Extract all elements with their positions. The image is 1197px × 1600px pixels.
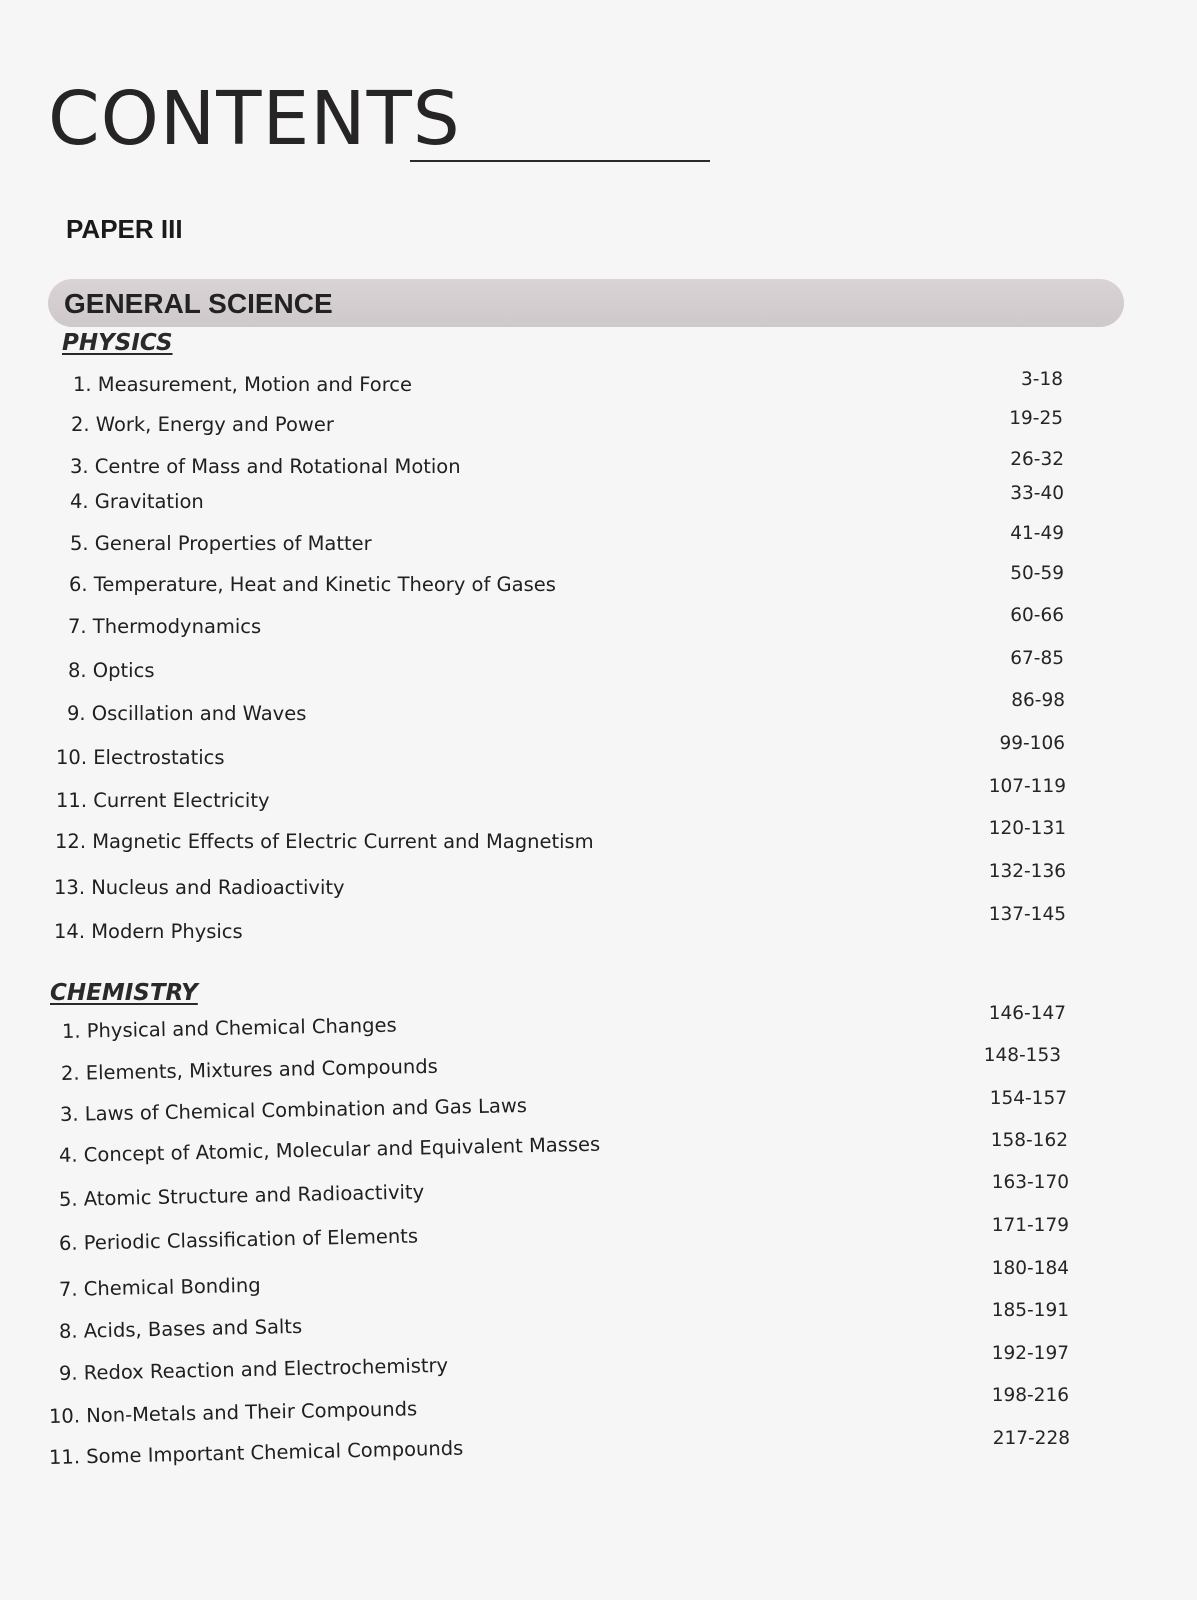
chemistry-entry-pages: 158-162 [990, 1130, 1068, 1151]
chemistry-entry-title: 8. Acids, Bases and Salts [58, 1314, 303, 1343]
physics-entry-title: 7. Thermodynamics [68, 615, 262, 638]
physics-entry-title: 1. Measurement, Motion and Force [73, 373, 413, 396]
physics-entry-title: 8. Optics [68, 659, 155, 682]
physics-entry-pages: 26-32 [1010, 449, 1064, 470]
title-underline [410, 160, 710, 162]
physics-entry-title: 11. Current Electricity [56, 789, 270, 812]
physics-entry-pages: 41-49 [1010, 523, 1064, 544]
chemistry-entry-pages: 148-153 [983, 1045, 1061, 1066]
physics-entry-title: 2. Work, Energy and Power [71, 413, 334, 436]
physics-entry-title: 4. Gravitation [70, 490, 204, 513]
chemistry-entry-pages: 185-191 [991, 1300, 1069, 1321]
chemistry-entry-title: 4. Concept of Atomic, Molecular and Equivalent Masses [58, 1132, 601, 1167]
chemistry-entry-title: 3. Laws of Chemical Combination and Gas Laws [59, 1094, 528, 1126]
chemistry-entry-title: 6. Periodic Classification of Elements [58, 1224, 419, 1255]
physics-entry-pages: 19-25 [1009, 408, 1063, 429]
physics-entry-pages: 3-18 [1021, 369, 1063, 390]
physics-entry-pages: 86-98 [1011, 690, 1065, 711]
chemistry-entry-pages: 146-147 [988, 1003, 1066, 1024]
physics-entry-title: 12. Magnetic Effects of Electric Current and Magnetism [55, 830, 594, 853]
chemistry-entry-title: 1. Physical and Chemical Changes [61, 1013, 397, 1043]
physics-entry-title: 6. Temperature, Heat and Kinetic Theory of Gases [69, 573, 556, 596]
chemistry-entry-pages: 198-216 [991, 1385, 1069, 1406]
chemistry-entry-title: 10. Non-Metals and Their Compounds [48, 1397, 418, 1428]
physics-heading: PHYSICS [62, 330, 173, 356]
physics-entry-pages: 50-59 [1010, 563, 1064, 584]
chemistry-entry-title: 5. Atomic Structure and Radioactivity [58, 1180, 425, 1211]
paper-label: PAPER III [66, 214, 183, 244]
physics-entry-pages: 99-106 [999, 733, 1065, 754]
chemistry-entry-title: 11. Some Important Chemical Compounds [48, 1436, 464, 1469]
physics-entry-title: 5. General Properties of Matter [70, 532, 372, 555]
physics-entry-pages: 137-145 [988, 904, 1066, 925]
physics-entry-title: 9. Oscillation and Waves [67, 702, 307, 725]
physics-entry-pages: 107-119 [988, 776, 1066, 797]
chemistry-heading: CHEMISTRY [50, 980, 198, 1006]
chemistry-entry-pages: 163-170 [991, 1172, 1069, 1193]
chemistry-entry-title: 7. Chemical Bonding [58, 1273, 261, 1301]
physics-entry-title: 3. Centre of Mass and Rotational Motion [70, 455, 461, 478]
chemistry-entry-pages: 154-157 [989, 1088, 1067, 1109]
section-title: GENERAL SCIENCE [64, 288, 333, 319]
section-banner [48, 279, 1124, 327]
physics-entry-pages: 132-136 [988, 861, 1066, 882]
chemistry-entry-pages: 180-184 [991, 1258, 1069, 1279]
chemistry-entry-pages: 192-197 [991, 1343, 1069, 1364]
physics-entry-pages: 33-40 [1010, 483, 1064, 504]
physics-entry-pages: 67-85 [1010, 648, 1064, 669]
physics-entry-pages: 120-131 [988, 818, 1066, 839]
chemistry-entry-pages: 217-228 [992, 1428, 1070, 1449]
physics-entry-title: 13. Nucleus and Radioactivity [54, 876, 345, 899]
chemistry-entry-title: 9. Redox Reaction and Electrochemistry [58, 1353, 449, 1385]
physics-entry-title: 14. Modern Physics [54, 920, 243, 943]
page-title: CONTENTS [48, 76, 461, 162]
chemistry-entry-pages: 171-179 [991, 1215, 1069, 1236]
physics-entry-title: 10. Electrostatics [56, 746, 225, 769]
chemistry-entry-title: 2. Elements, Mixtures and Compounds [60, 1054, 438, 1085]
physics-entry-pages: 60-66 [1010, 605, 1064, 626]
